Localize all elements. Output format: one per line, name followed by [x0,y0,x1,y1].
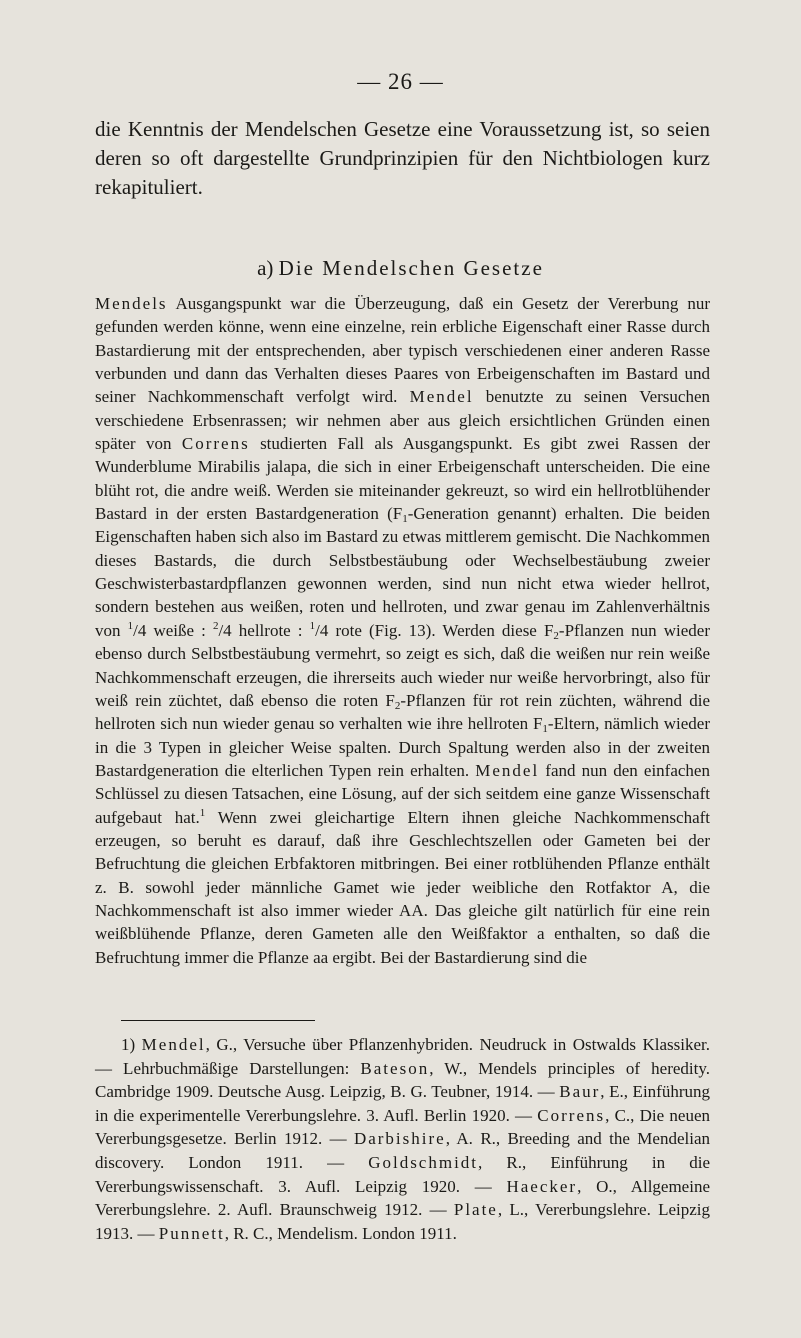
text-run: studierten Fall als Ausgangspunkt. Es gibt zwei Rassen der Wunderblume Mirabilis jalapa, die sich in einer Erbeigenschaft unterscheiden. Die eine blüht rot, die andre weiß. Werden sie miteinander gekreuzt, so wird ein hellrotblühender Bastard in der ersten Bastardgeneration (F [95,434,710,524]
text-run: , O., Allgemeine Vererbungslehre. 2. Aufl. Braunschweig 1912. — [95,1176,710,1220]
text-run: , W., Mendels principles of heredity. Cambridge 1909. Deutsche Ausg. Leipzig, B. G. Teubner, 1914. — [95,1058,710,1102]
author-name: Baur [559,1082,601,1102]
fraction-numerator: 1 [309,619,316,632]
fraction-numerator: 1 [127,619,134,632]
text-run: , C., Die neuen Vererbungsgesetze. Berlin 1912. — [95,1105,710,1149]
author-name: Mendels [95,294,168,313]
author-name: Haecker [506,1176,578,1196]
text-run: rote (Fig. 13). Werden diese F [328,620,554,640]
text-run: hellrote : [231,620,310,640]
text-run: , E., Einführung in die experimentelle Vererbungslehre. 3. Aufl. Berlin 1920. — [95,1082,710,1125]
author-name: Mendel [141,1035,206,1054]
text-run: Ausgangspunkt war die Überzeugung, daß ein Gesetz der Vererbung nur gefunden werden könne, wenn eine einzelne, rein erbliche Eigenschaft einer Rasse durch Bastardierung mit der entsprechenden, aber typisch verschiedenen einer anderen Rasse verbunden und dann das Verhalten dieses Paares von Erbeigenschaften im Bastard und seiner Nachkommenschaft verfolgt wird. [95,294,710,407]
text-run: -Eltern, nämlich wieder in die 3 Typen in gleicher Weise spalten. Durch Spaltung werden also in der zweiten Bastardgeneration die elterlichen Typen rein erhalten. [95,714,710,780]
text-run: , R. C., Mendelism. London 1911. [224,1223,457,1243]
text-run: -Pflanzen nun wieder ebenso durch Selbstbestäubung vermehrt, so zeigt es sich, daß die weißen nur rein weiße Nachkommenschaft erzeugen, die ihrerseits auch wieder nur weiße hervorbringt, also für weiß rein züchtet, daß ebenso die roten F [95,620,710,710]
fraction-numerator: 2 [212,619,219,632]
author-name: Punnett [158,1223,225,1243]
subscript: 1 [542,723,548,736]
text-run: , G., Versuche über Pflanzenhybriden. Neudruck in Ostwalds Klassiker. — Lehrbuchmäßige Darstellungen: [95,1035,710,1078]
subscript: 2 [553,629,559,642]
footnote-reference: 1 [199,806,206,819]
section-heading [0,256,801,281]
text-run: Wenn zwei gleichartige Eltern ihnen gleiche Nachkommenschaft erzeugen, so beruht es darauf, daß ihre Geschlechtszellen oder Gameten bei der Befruchtung die gleichen Erbfaktoren mitbringen. Bei einer rotblühenden Pflanze enthält z. B. sowohl jeder männliche Gamet wie jeder weibliche den Rotfaktor A, die Nachkommenschaft ist also immer wieder AA. Das gleiche gilt natürlich für eine rein weißblühende Pflanze, deren Gameten alle den Weißfaktor a enthalten, so daß die Befruchtung immer die Pflanze aa ergibt. Bei der Bastardierung sind die [95,807,710,967]
text-run: benutzte zu seinen Versuchen verschiedene Erbsenrassen; wir nehmen aber aus gleich ersichtlichen Gründen einen später von [95,387,710,454]
page-number: — 26 — [357,69,444,94]
text-run: -Generation genannt) erhalten. Die beiden Eigenschaften haben sich also im Bastard zu etwas mittlerem gemischt. Die Nachkommen dieses Bastards, die durch Selbstbestäubung oder Wechselbestäubung zweier Geschwisterbastardpflanzen gewonnen werden, sind nun nicht etwa wieder hellrot, sondern bestehen aus weißen, roten und hellroten, und zwar genau im Zahlenverhältnis von [95,504,710,640]
subscript: 1 [402,513,408,526]
subscript: 2 [394,699,401,712]
footnote-line [95,1033,710,1245]
author-name: Mendel [475,760,540,780]
author-name: Bateson [360,1058,430,1078]
fraction-denominator: /4 [315,620,329,640]
section-title: Die Mendelschen Gesetze [278,256,544,280]
author-name: Plate [453,1200,498,1220]
author-name: Goldschmidt [368,1152,479,1172]
text-run: -Pflanzen für rot rein züchten, während die hellroten sich nun wieder genau so verhalten wie ihre hellroten F [95,690,710,734]
text-run: , L., Vererbungslehre. Leipzig 1913. — [95,1200,710,1243]
text-run: fand nun den einfachen Schlüssel zu diesen Tatsachen, eine Lösung, auf der sich seitdem eine ganze Wissenschaft aufgebaut hat. [95,760,710,827]
footnote-divider [121,1020,315,1021]
body-paragraph [95,292,710,969]
fraction-denominator: /4 [218,620,232,640]
intro-paragraph: die Kenntnis der Mendelschen Gesetze eine Voraussetzung ist, so seien deren so oft dargestellte Grundprinzipien für den Nichtbiologen kurz rekapituliert. [95,117,710,199]
footnote-marker: 1) [121,1035,142,1054]
text-run: , A. R., Breeding and the Mendelian discovery. London 1911. — [95,1129,710,1172]
author-name: Darbishire [353,1129,446,1149]
text-run: weiße : [146,620,213,640]
footnote [95,1033,710,1245]
section-marker: a) [257,256,274,280]
author-name: Correns [181,434,250,454]
author-name: Mendel [409,387,474,407]
author-name: Correns [537,1105,606,1125]
text-run: , R., Einführung in die Vererbungswissenschaft. 3. Aufl. Leipzig 1920. — [95,1152,710,1196]
fraction-denominator: /4 [133,620,147,640]
